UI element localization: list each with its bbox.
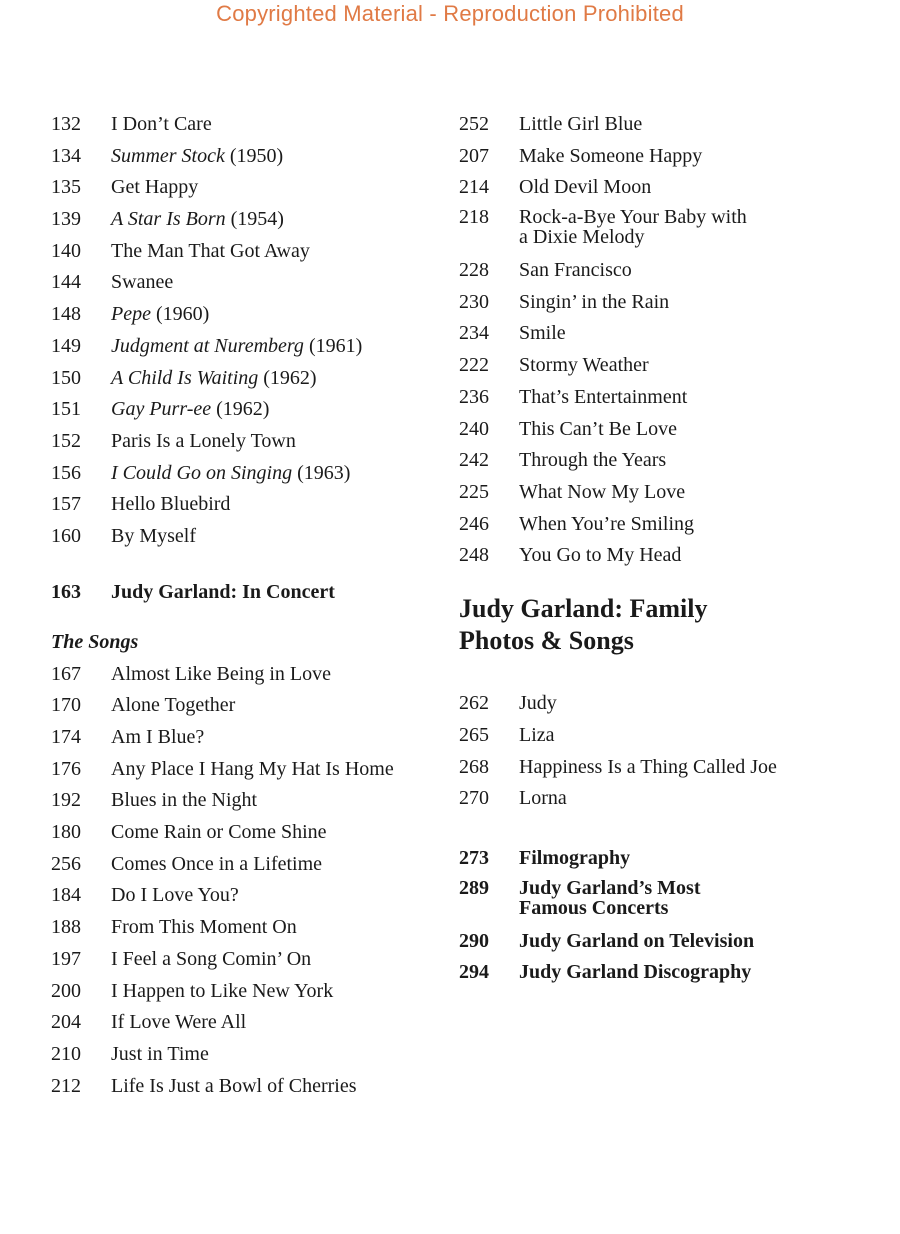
page-number: 148: [51, 303, 81, 326]
toc-entry: [51, 144, 441, 168]
page-number: 176: [51, 757, 81, 780]
page-number: 248: [459, 544, 489, 567]
song-title: Judy: [519, 692, 557, 715]
song-title: Just in Time: [111, 1042, 209, 1065]
toc-entry: [459, 786, 879, 810]
film-title: I Could Go on Singing: [111, 461, 293, 484]
section-title: Judy Garland’s Most Famous Concerts: [519, 876, 701, 919]
page-number: 225: [459, 480, 489, 503]
song-title: Alone Together: [111, 694, 236, 717]
toc-entry: [51, 175, 441, 199]
page-number: 270: [459, 787, 489, 810]
film-title: Pepe: [111, 303, 151, 326]
film-year: (1962): [258, 366, 317, 389]
page-number: 151: [51, 398, 81, 421]
page-number: 222: [459, 354, 489, 377]
section-title: Judy Garland: In Concert: [111, 580, 335, 603]
song-title: Any Place I Hang My Hat Is Home: [111, 757, 394, 780]
toc-entry: [459, 385, 879, 409]
entry-title: I Don’t Care: [111, 113, 212, 135]
toc-entry: [459, 353, 879, 377]
song-title: Liza: [519, 723, 555, 746]
film-year: (1961): [303, 334, 363, 357]
toc-entry: [51, 1074, 441, 1098]
song-title: If Love Were All: [111, 1011, 247, 1034]
toc-entry: [459, 321, 879, 345]
toc-entry: [459, 723, 879, 747]
toc-entry: [459, 207, 879, 247]
page-number: 236: [459, 385, 489, 408]
page-number: 156: [51, 461, 81, 484]
toc-entry: [51, 725, 441, 749]
toc-entry: [51, 852, 441, 876]
page-number: 174: [51, 726, 81, 748]
page-number: 200: [51, 979, 81, 1002]
page-number: 262: [459, 692, 489, 715]
section-title: Filmography: [519, 847, 631, 869]
song-title: I Happen to Like New York: [111, 979, 334, 1002]
toc-entry: [51, 270, 441, 294]
page-number: 134: [51, 144, 81, 167]
page-number: 240: [459, 417, 489, 440]
page-number: 170: [51, 694, 81, 717]
toc-section-entry: [459, 878, 879, 918]
page-number: 230: [459, 290, 489, 313]
songs-heading: The Songs: [51, 630, 139, 653]
toc-entry: [51, 524, 441, 548]
page-number: 290: [459, 929, 489, 952]
song-title: Through the Years: [519, 449, 667, 472]
family-section-heading: Judy Garland: Family Photos & Songs: [459, 594, 708, 656]
film-title: Judgment at Nuremberg: [111, 334, 304, 357]
copyright-watermark: Copyrighted Material - Reproduction Prohibited: [216, 1, 684, 26]
toc-entry: [459, 290, 879, 314]
page-number: 163: [51, 580, 81, 603]
page-number: 273: [459, 847, 489, 869]
film-title: Gay Purr-ee: [111, 398, 212, 421]
toc-entry: [51, 366, 441, 390]
toc-entry: [459, 691, 879, 715]
toc-entry: [459, 543, 879, 567]
toc-entry: [459, 755, 879, 779]
entry-title: Paris Is a Lonely Town: [111, 429, 296, 452]
song-title: Make Someone Happy: [519, 144, 703, 167]
toc-entry: [51, 429, 441, 453]
toc-entry: [51, 397, 441, 421]
song-title: From This Moment On: [111, 916, 297, 939]
song-title: Comes Once in a Lifetime: [111, 852, 323, 875]
toc-entry: [51, 693, 441, 717]
page-number: 242: [459, 449, 489, 472]
song-title: When You’re Smiling: [519, 512, 694, 535]
toc-left-column: [51, 112, 441, 1105]
toc-entry: [51, 302, 441, 326]
song-title: Smile: [519, 322, 566, 345]
toc-entry: [51, 662, 441, 686]
film-year: (1954): [225, 208, 284, 231]
toc-entry: [51, 239, 441, 263]
page-number: 218: [459, 206, 489, 229]
toc-entry: [51, 979, 441, 1003]
entry-title: [111, 397, 441, 421]
page-number: 214: [459, 176, 489, 199]
toc-entry: [459, 144, 879, 168]
film-year: (1962): [211, 398, 270, 421]
song-title: Stormy Weather: [519, 354, 649, 377]
page-number: 150: [51, 366, 81, 389]
toc-section-entry: [51, 580, 441, 604]
song-title: This Can’t Be Love: [519, 417, 677, 440]
song-title: Do I Love You?: [111, 884, 239, 907]
song-title: Happiness Is a Thing Called Joe: [519, 755, 777, 778]
toc-entry: [459, 258, 879, 282]
film-title: Summer Stock: [111, 144, 225, 167]
page-number: 188: [51, 916, 81, 939]
song-title: Rock-a-Bye Your Baby with a Dixie Melody: [519, 206, 747, 249]
song-title: What Now My Love: [519, 480, 686, 503]
entry-title: Swanee: [111, 271, 174, 294]
page-number: 139: [51, 208, 81, 231]
page-number: 184: [51, 884, 81, 907]
toc-section-entry: [459, 929, 879, 953]
toc-section-entry: [459, 960, 879, 984]
film-year: (1950): [224, 144, 284, 167]
song-title: Come Rain or Come Shine: [111, 821, 327, 844]
page-number: 167: [51, 662, 81, 685]
song-title: Singin’ in the Rain: [519, 290, 670, 313]
page-number: 197: [51, 947, 81, 970]
page-number: 192: [51, 789, 81, 812]
song-title: Am I Blue?: [111, 726, 205, 748]
toc-right-column: [459, 112, 879, 992]
entry-title: [111, 144, 441, 168]
toc-entry: [51, 461, 441, 485]
page-number: 144: [51, 271, 81, 294]
page-number: 256: [51, 852, 81, 875]
page-number: 246: [459, 512, 489, 535]
entry-title: [111, 302, 441, 326]
page-number: 268: [459, 755, 489, 778]
toc-entry: [51, 915, 441, 939]
song-title: Little Girl Blue: [519, 113, 643, 135]
song-title: Old Devil Moon: [519, 176, 652, 199]
song-title: I Feel a Song Comin’ On: [111, 947, 312, 970]
toc-entry: [459, 480, 879, 504]
entry-title: [111, 366, 441, 390]
page-number: 135: [51, 176, 81, 199]
page-number: 132: [51, 113, 81, 135]
entry-title: Hello Bluebird: [111, 493, 231, 516]
page-number: 252: [459, 113, 489, 135]
page-number: 210: [51, 1042, 81, 1065]
toc-entry: [459, 448, 879, 472]
song-title: That’s Entertainment: [519, 385, 688, 408]
toc-entry: [51, 820, 441, 844]
toc-entry: [51, 334, 441, 358]
toc-section-entry: [459, 846, 879, 870]
page-number: 180: [51, 821, 81, 844]
toc-entry: [459, 417, 879, 441]
toc-entry: [51, 757, 441, 781]
film-year: (1963): [292, 461, 351, 484]
toc-entry: [51, 492, 441, 516]
page-number: 149: [51, 334, 81, 357]
toc-entry: [51, 112, 441, 136]
entry-title: The Man That Got Away: [111, 239, 310, 262]
toc-entry: [51, 1042, 441, 1066]
page-number: 289: [459, 876, 489, 899]
song-title: Life Is Just a Bowl of Cherries: [111, 1074, 357, 1097]
film-title: A Child Is Waiting: [111, 366, 259, 389]
page-number: 140: [51, 239, 81, 262]
entry-title: By Myself: [111, 524, 196, 547]
song-title: Almost Like Being in Love: [111, 662, 331, 685]
film-year: (1960): [150, 303, 210, 326]
page-number: 228: [459, 259, 489, 282]
entry-title: Get Happy: [111, 176, 199, 199]
song-title: Blues in the Night: [111, 789, 258, 812]
entry-title: [111, 334, 441, 358]
film-title: A Star Is Born: [111, 208, 226, 231]
page-number: 265: [459, 723, 489, 746]
song-title: San Francisco: [519, 259, 632, 282]
toc-entry: [51, 883, 441, 907]
toc-entry: [459, 112, 879, 136]
page-number: 160: [51, 524, 81, 547]
page-number: 204: [51, 1011, 81, 1034]
section-title: Judy Garland Discography: [519, 961, 752, 984]
section-title: Judy Garland on Television: [519, 929, 755, 952]
entry-title: [111, 207, 441, 231]
song-title: Lorna: [519, 787, 567, 810]
entry-title: [111, 461, 441, 485]
toc-entry: [459, 175, 879, 199]
toc-entry: [51, 207, 441, 231]
song-title: You Go to My Head: [519, 544, 682, 567]
page-number: 152: [51, 429, 81, 452]
page-number: 212: [51, 1074, 81, 1097]
toc-entry: [459, 512, 879, 536]
page-number: 207: [459, 144, 489, 167]
page-number: 294: [459, 961, 489, 984]
toc-entry: [51, 788, 441, 812]
page-number: 234: [459, 322, 489, 345]
toc-entry: [51, 1010, 441, 1034]
page-number: 157: [51, 493, 81, 516]
toc-entry: [51, 947, 441, 971]
